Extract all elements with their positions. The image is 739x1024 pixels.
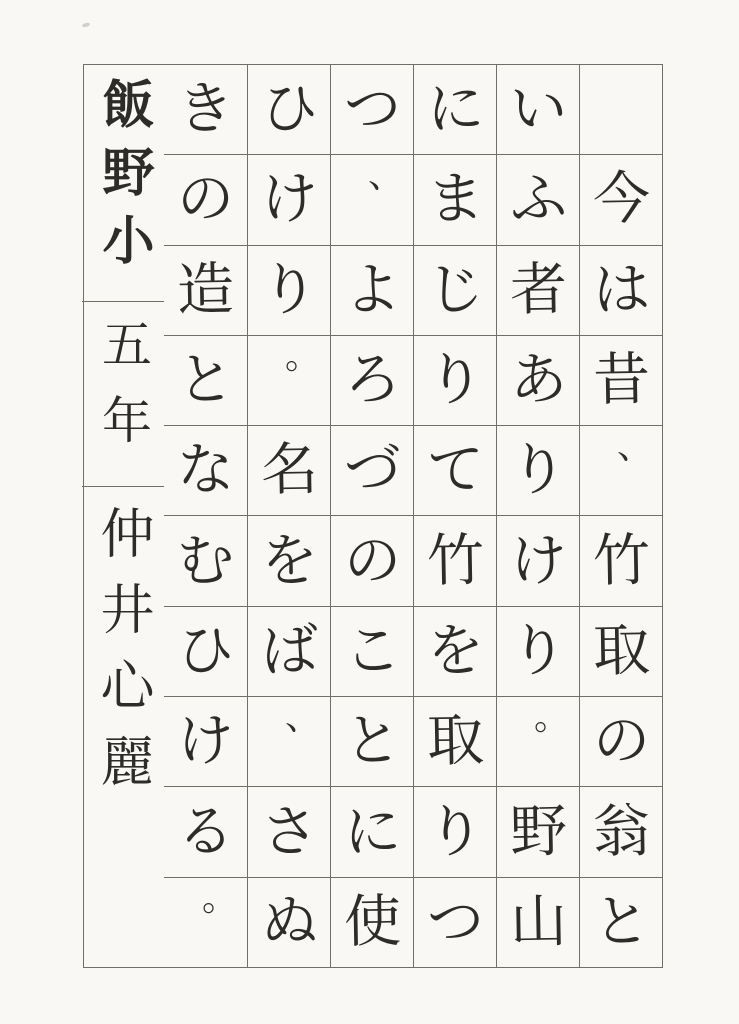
grid-cell: [580, 606, 662, 696]
grid-cell: [331, 606, 413, 696]
grid-cell: [164, 335, 247, 425]
grid-cell: [580, 245, 662, 335]
grid-cell: [414, 606, 496, 696]
grid-cell: [497, 877, 579, 967]
handwritten-character: ひ: [176, 617, 235, 685]
grid-cell: [331, 515, 413, 605]
handwritten-character: け: [259, 165, 319, 233]
grid-cell: [164, 696, 247, 786]
grid-cell: [248, 786, 330, 876]
school-name-text: 飯野小: [93, 77, 153, 281]
grid-cell: [331, 245, 413, 335]
grid-cell: [248, 245, 330, 335]
grade-text: 五年: [94, 318, 152, 470]
handwritten-character: 竹: [425, 527, 485, 595]
grid-cell: [164, 877, 247, 967]
grid-cell: [248, 515, 330, 605]
grid-cell: [414, 786, 496, 876]
grid-cell: [164, 245, 247, 335]
handwritten-character: て: [425, 436, 485, 504]
handwritten-character: さ: [259, 798, 319, 866]
handwritten-character: 造: [176, 256, 235, 324]
grid-column-5: [247, 65, 330, 967]
student-name-text: 仲井心麗: [92, 505, 155, 809]
grid-cell: [331, 877, 413, 967]
handwritten-character: つ: [425, 888, 485, 956]
grid-column-6: [164, 65, 247, 967]
grid-cell: [248, 877, 330, 967]
grid-cell: [248, 65, 330, 154]
handwritten-character: ぬ: [259, 888, 319, 956]
handwritten-character: 取: [591, 617, 651, 685]
grid-cell: [248, 154, 330, 244]
grid-cell: [497, 786, 579, 876]
handwritten-character: 昔: [591, 346, 651, 414]
handwritten-character: じ: [425, 256, 485, 324]
practice-sheet: [83, 64, 663, 968]
handwritten-character: は: [591, 256, 651, 324]
grid-cell: [164, 786, 247, 876]
handwritten-character: に: [342, 798, 402, 866]
grid-cell: [497, 515, 579, 605]
handwritten-character: る: [176, 798, 235, 866]
grid-cell: [414, 515, 496, 605]
handwritten-character: り: [425, 798, 485, 866]
grid-cell: [497, 606, 579, 696]
grid-cell: [248, 335, 330, 425]
name-column: [82, 65, 164, 967]
handwritten-character: け: [508, 527, 568, 595]
handwritten-character: 名: [259, 436, 319, 504]
grid-column-1: [579, 65, 662, 967]
grid-cell: [248, 696, 330, 786]
grid-cell: [331, 696, 413, 786]
grid-cell: [331, 154, 413, 244]
handwritten-character: つ: [342, 75, 402, 143]
grid-cell: [414, 245, 496, 335]
grid-cell: [580, 696, 662, 786]
grid-cell: [164, 515, 247, 605]
grid-cell: [580, 515, 662, 605]
handwritten-character: い: [508, 75, 568, 143]
handwritten-character: 竹: [591, 527, 651, 595]
handwritten-character: り: [425, 346, 485, 414]
grid-column-4: [330, 65, 413, 967]
grid-cell: [164, 65, 247, 154]
handwritten-character: と: [342, 707, 402, 775]
scan-speck: [82, 22, 91, 28]
handwritten-character: け: [176, 707, 235, 775]
handwritten-character: 者: [508, 256, 568, 324]
punctuation-mark: 。: [284, 335, 321, 377]
grid-column-2: [496, 65, 579, 967]
handwritten-character: ば: [259, 617, 319, 685]
grid-cell: [580, 335, 662, 425]
grid-cell: [580, 425, 662, 515]
handwritten-character: 使: [342, 888, 402, 956]
grid-cell: [497, 65, 579, 154]
handwritten-character: り: [259, 256, 319, 324]
handwritten-character: と: [176, 346, 235, 414]
handwritten-character: よ: [342, 256, 402, 324]
handwritten-character: づ: [342, 436, 402, 504]
grid-cell: [164, 606, 247, 696]
grid-cell: [580, 877, 662, 967]
grid-cell: [331, 786, 413, 876]
handwritten-character: ふ: [508, 165, 568, 233]
handwritten-character: 野: [508, 798, 568, 866]
grade-cell: [82, 301, 164, 486]
handwritten-character: の: [176, 165, 235, 233]
handwritten-character: り: [508, 617, 568, 685]
grid-cell: [164, 154, 247, 244]
handwritten-character: な: [176, 436, 235, 504]
grid-cell: [331, 65, 413, 154]
grid-cell: [414, 877, 496, 967]
grid-cell: [497, 696, 579, 786]
handwritten-character: ま: [425, 165, 485, 233]
handwritten-character: り: [508, 436, 568, 504]
grid-cell: [164, 425, 247, 515]
grid-column-3: [413, 65, 496, 967]
grid-cell: [248, 606, 330, 696]
handwritten-character: 翁: [591, 798, 651, 866]
handwritten-character: あ: [508, 346, 568, 414]
grid-cell-empty: [580, 65, 662, 154]
handwritten-character: を: [259, 527, 319, 595]
grid-cell: [248, 425, 330, 515]
handwritten-character: き: [176, 75, 235, 143]
grid-cell: [414, 65, 496, 154]
punctuation-mark: 。: [201, 877, 238, 919]
grid-cell: [497, 425, 579, 515]
handwritten-character: 山: [508, 888, 568, 956]
school-name-cell: [82, 65, 164, 301]
grid-cell: [414, 696, 496, 786]
grid-cell: [580, 786, 662, 876]
grid-cell: [414, 425, 496, 515]
grid-cell: [331, 425, 413, 515]
punctuation-mark: 、: [616, 426, 653, 468]
handwritten-character: と: [591, 888, 651, 956]
handwritten-character: に: [425, 75, 485, 143]
handwritten-character: こ: [342, 617, 402, 685]
punctuation-mark: 、: [367, 155, 404, 197]
student-name-cell: [82, 486, 164, 967]
grid-cell: [414, 335, 496, 425]
handwritten-character: む: [176, 527, 235, 595]
handwritten-character: を: [425, 617, 485, 685]
punctuation-mark: 。: [533, 697, 570, 739]
punctuation-mark: 、: [284, 697, 321, 739]
handwritten-character: ひ: [259, 75, 319, 143]
grid-cell: [497, 335, 579, 425]
handwritten-character: 取: [425, 707, 485, 775]
handwritten-character: の: [342, 527, 402, 595]
grid-cell: [414, 154, 496, 244]
grid-cell: [497, 245, 579, 335]
grid-cell: [580, 154, 662, 244]
handwritten-character: ろ: [342, 346, 402, 414]
handwritten-character: の: [591, 707, 651, 775]
handwritten-character: 今: [591, 165, 651, 233]
grid-cell: [331, 335, 413, 425]
grid-cell: [497, 154, 579, 244]
